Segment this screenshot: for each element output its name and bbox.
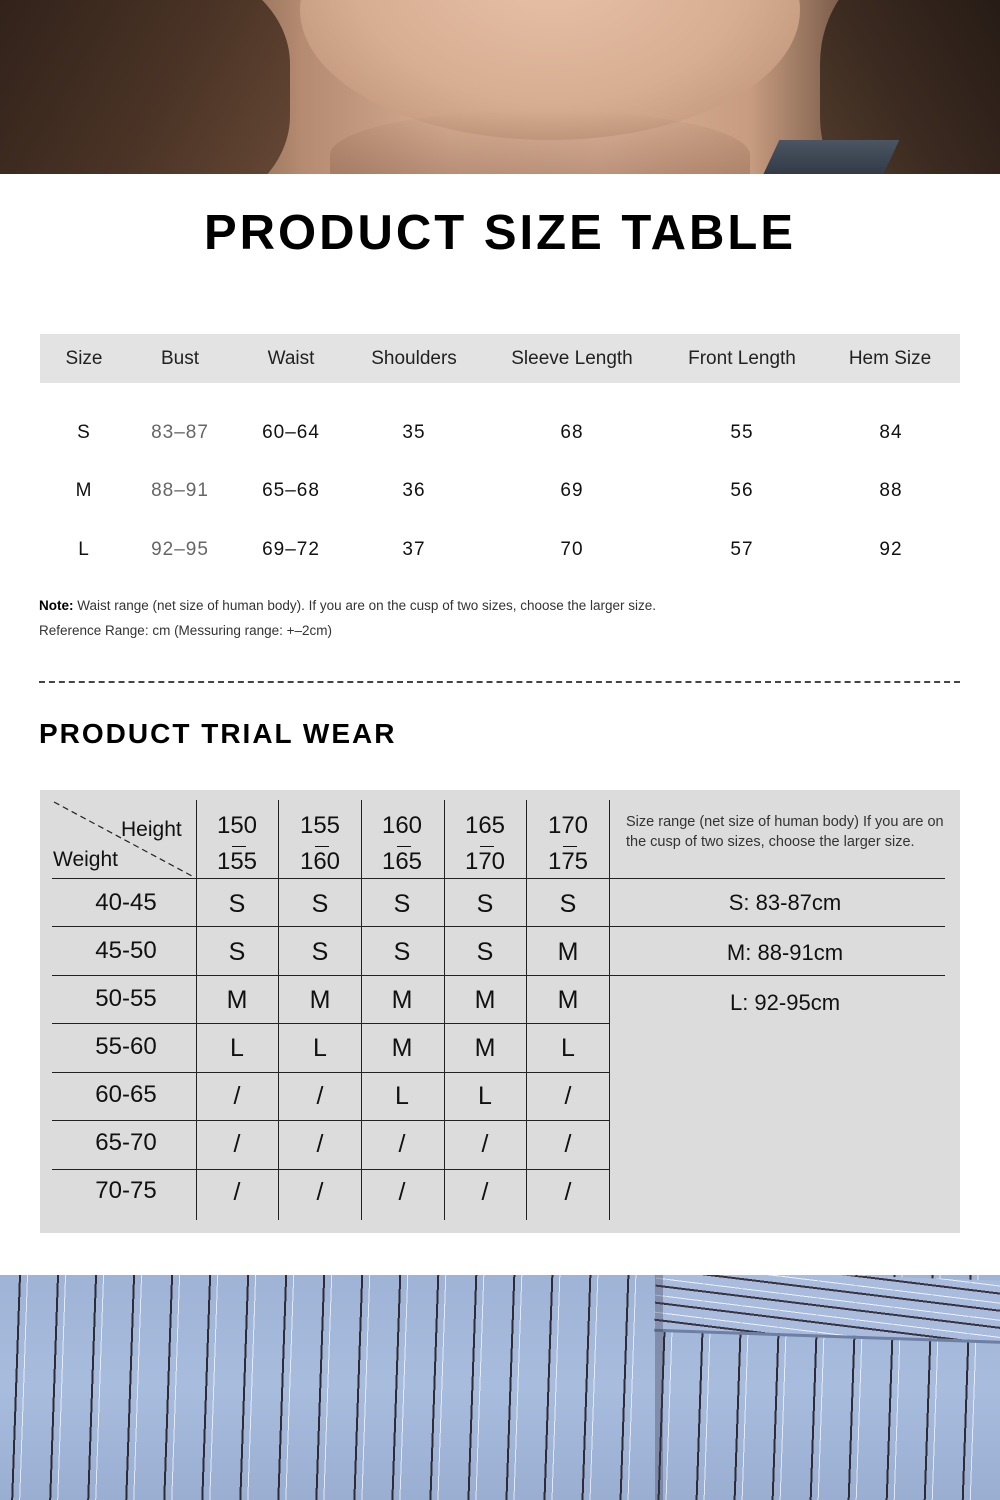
size-recommendation: M [226,986,248,1014]
weight-label: 60-65 [95,1081,157,1108]
size-recommendation: L [230,1034,244,1062]
size-row-s [40,413,960,453]
size-recommendation: S [311,938,329,966]
waist-cell: 69–72 [262,539,320,560]
shoulders-cell: 37 [402,539,426,560]
height-header [197,808,277,880]
weight-label: 50-55 [95,985,157,1012]
size-recommendation: S [393,890,411,918]
size-recommendation: L [313,1034,327,1062]
size-recommendation: M [557,986,579,1014]
size-row-m [40,471,960,511]
size-recommendation: / [564,1130,572,1158]
reference-range: Reference Range: cm (Messuring range: +–2cm) [39,623,333,638]
height-top: 150 [216,812,258,839]
header-size: Size [65,348,103,369]
size-cell: L [78,539,90,560]
size-recommendation: / [564,1178,572,1206]
height-top: 155 [299,812,341,839]
pocket-flap [654,1275,1000,1344]
range-s: S: 83-87cm [728,890,842,915]
neck-shadow [330,110,750,174]
corner-weight-label: Weight [53,848,118,871]
size-recommendation: / [398,1178,406,1206]
height-top: 165 [464,812,506,839]
sleeve-cell: 68 [560,422,584,443]
shoulders-cell: 35 [402,422,426,443]
header-shoulders: Shoulders [371,348,457,369]
bust-cell: 92–95 [151,539,209,560]
size-recommendation: S [228,938,246,966]
waist-cell: 60–64 [262,422,320,443]
size-recommendation: L [561,1034,575,1062]
height-bottom: 175 [548,844,588,880]
hem-cell: 88 [879,480,903,501]
size-recommendation: / [316,1082,324,1110]
header-waist: Waist [267,348,315,369]
size-recommendation: M [391,1034,413,1062]
grid-line [52,1120,610,1121]
grid-line [526,800,527,1220]
range-m: M: 88-91cm [726,940,844,965]
height-header [528,808,608,880]
size-recommendation: M [557,938,579,966]
size-recommendation: / [481,1178,489,1206]
grid-line [52,975,945,976]
size-cell: S [77,422,91,443]
range-l: L: 92-95cm [729,990,841,1015]
size-recommendation: S [311,890,329,918]
grid-line [278,800,279,1220]
front-length-cell: 57 [730,539,754,560]
weight-label: 65-70 [95,1129,157,1156]
height-header [362,808,442,880]
size-recommendation: L [478,1082,492,1110]
size-recommendation: / [316,1178,324,1206]
height-bottom: 155 [217,844,257,880]
shoulders-cell: 36 [402,480,426,501]
height-bottom: 160 [300,844,340,880]
sleeve-cell: 70 [560,539,584,560]
grid-line [52,1072,610,1073]
size-recommendation: S [393,938,411,966]
size-recommendation: S [476,938,494,966]
size-recommendation: / [233,1082,241,1110]
fabric-photo-bottom [0,1275,1000,1500]
header-sleeve-length: Sleeve Length [511,348,633,369]
header-hem-size: Hem Size [848,348,932,369]
size-recommendation: / [316,1130,324,1158]
weight-label: 55-60 [95,1033,157,1060]
note-label: Note: [39,598,74,613]
hair-left [0,0,290,174]
size-recommendation: / [564,1082,572,1110]
weight-label: 70-75 [95,1177,157,1204]
height-header [280,808,360,880]
size-recommendation: M [309,986,331,1014]
trial-wear-title: PRODUCT TRIAL WEAR [39,718,397,749]
height-top: 160 [381,812,423,839]
height-top: 170 [547,812,589,839]
waist-cell: 65–68 [262,480,320,501]
height-bottom: 170 [465,844,505,880]
size-recommendation: / [233,1178,241,1206]
size-table-title: PRODUCT SIZE TABLE [203,206,797,260]
front-length-cell: 56 [730,480,754,501]
header-front-length: Front Length [688,348,796,369]
size-table-header [40,334,960,383]
hem-cell: 92 [879,539,903,560]
size-recommendation: M [391,986,413,1014]
size-recommendation: / [398,1130,406,1158]
size-recommendation: M [474,986,496,1014]
weight-label: 40-45 [95,889,157,916]
height-header [445,808,525,880]
front-length-cell: 55 [730,422,754,443]
size-recommendation: S [228,890,246,918]
bust-cell: 88–91 [151,480,209,501]
grid-line [52,1169,610,1170]
weight-label: 45-50 [95,937,157,964]
size-range-note: Size range (net size of human body) If you are on the cusp of two sizes, choose the larger size. [626,814,944,850]
size-cell: M [75,480,93,501]
grid-line [52,926,945,927]
note-text: Waist range (net size of human body). If you are on the cusp of two sizes, choose the larger size. [73,598,657,613]
height-bottom: 165 [382,844,422,880]
size-recommendation: / [481,1130,489,1158]
size-recommendation: S [476,890,494,918]
bust-cell: 83–87 [151,422,209,443]
size-recommendation: S [559,890,577,918]
size-note [39,598,656,613]
header-bust: Bust [160,348,200,369]
fabric-seam [655,1275,663,1500]
sleeve-cell: 69 [560,480,584,501]
size-recommendation: M [474,1034,496,1062]
hem-cell: 84 [879,422,903,443]
section-divider [39,681,960,683]
grid-line [52,1023,610,1024]
shirt-collar [761,140,900,174]
size-recommendation: / [233,1130,241,1158]
size-row-l [40,530,960,570]
corner-height-label: Height [121,818,182,841]
size-recommendation: L [395,1082,409,1110]
model-photo-top [0,0,1000,174]
